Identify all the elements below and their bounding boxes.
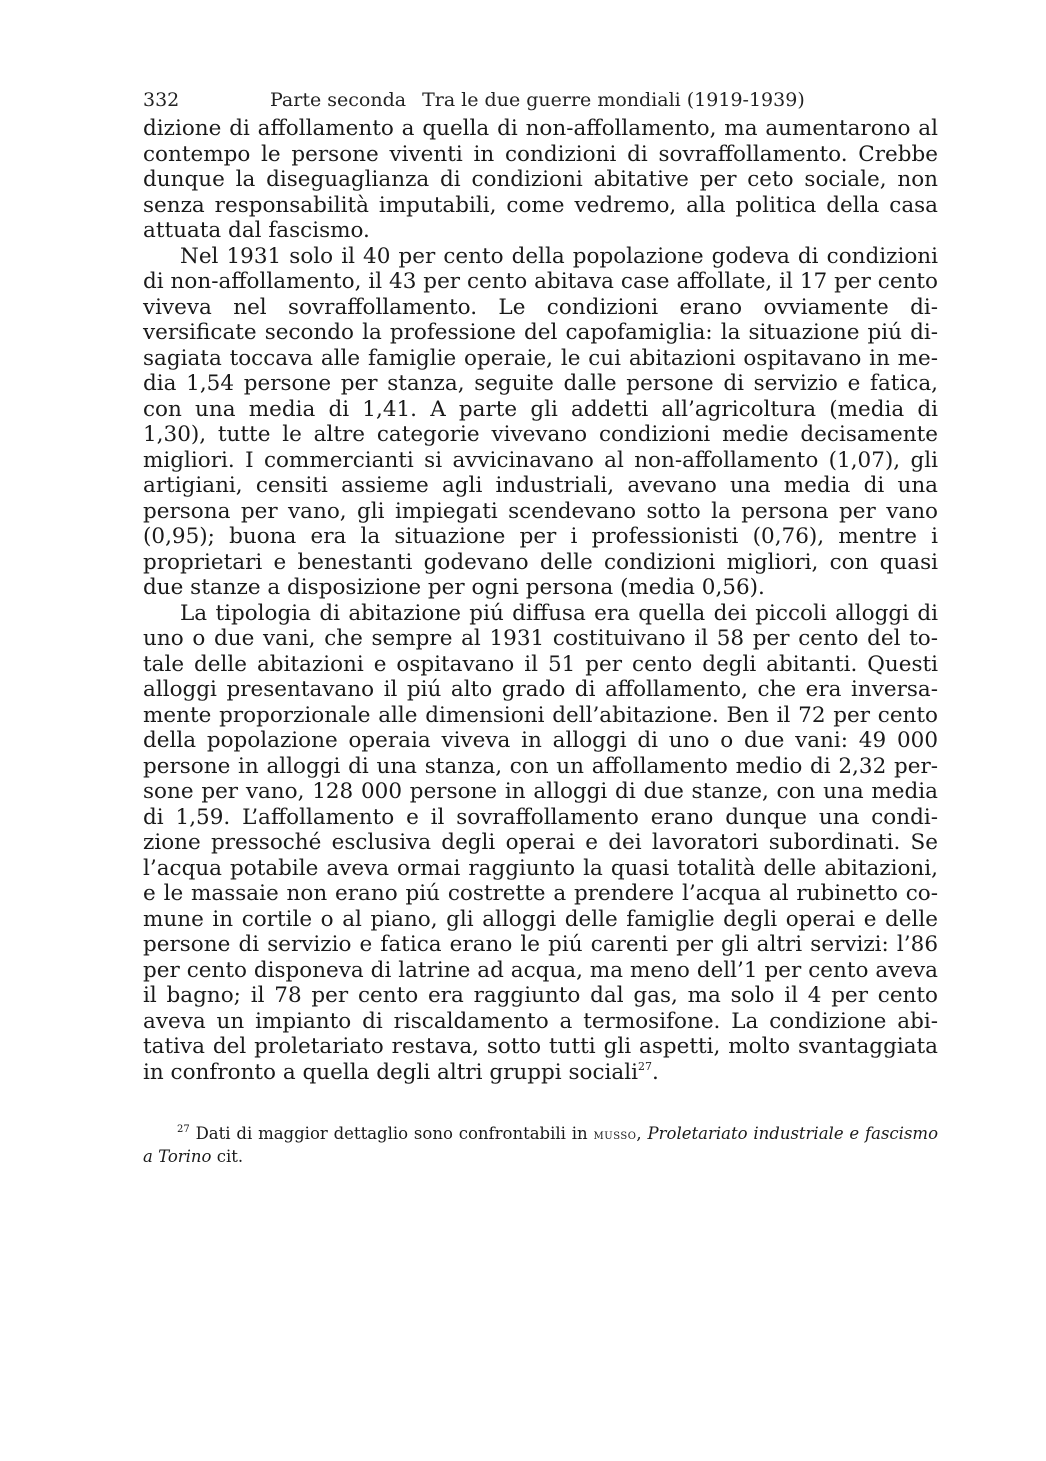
page-number: 332 bbox=[143, 89, 180, 111]
footnote-reference[interactable]: 27 bbox=[637, 1059, 652, 1073]
footnote-cit: cit. bbox=[216, 1147, 244, 1166]
footnote-text: Dati di maggior dettaglio sono confrontabili in bbox=[195, 1124, 588, 1143]
paragraph-3 bbox=[143, 601, 938, 1086]
part-title: Parte seconda bbox=[270, 89, 407, 111]
paragraph-3-text: La tipologia di abitazione piú diffusa era quella dei piccoli alloggi di uno o due vani, che sempre al 1931 costituivano il 58 per cento del totale delle abitazioni e ospitavano il 51 per cento degli abitanti. Questi alloggi presentavano il piú alto grado di affollamento, che era inversamente proporzionale alle dimensioni dell’abitazione. Ben il 72 per cento della popolazione operaia viveva in alloggi di uno o due vani: 49 000 persone in alloggi di una stanza, con un affollamento medio di 2,32 persone per vano, 128 000 persone in alloggi di due stanze, con una media di 1,59. L’affollamento e il sovraffollamento erano dunque una condizione pressoché esclusiva degli operai e dei lavoratori subordinati. Se l’acqua potabile aveva ormai raggiunto la quasi totalità delle abitazioni, e le massaie non erano piú costrette a prendere l’acqua al rubinetto comune in cortile o al piano, gli alloggi delle famiglie degli operai e delle persone di servizio e fatica erano le piú carenti per gli altri servizi: l’86 per cento disponeva di latrine ad acqua, ma meno dell’1 per cento aveva il bagno; il 78 per cento era raggiunto dal gas, ma solo il 4 per cento aveva un impianto di riscaldamento a termosifone. La condizione abitativa del proletariato restava, sotto tutti gli aspetti, molto svantaggiata in confronto a quella degli altri gruppi sociali bbox=[143, 600, 938, 1085]
footnote: $^{27}$ Dati di maggior dettaglio sono confrontabili in musso, Proletariato industriale e fascismo a Torino cit. bbox=[143, 1124, 938, 1166]
paragraph-2: Nel 1931 solo il 40 per cento della popolazione godeva di condizioni di non-affollamento, il 43 per cento abitava case affollate, il 17 per cento viveva nel sovraffollamento. Le condizioni erano ovviamente diversificate secondo la professione del capofamiglia: la situazione piú disagiata toccava alle famiglie operaie, le cui abitazioni ospitavano in media 1,54 persone per stanza, seguite dalle persone di servizio e fatica, con una media di 1,41. A parte gli addetti all’agricoltura (media di 1,30), tutte le altre categorie vivevano condizioni medie decisamente migliori. I commercianti si avvicinavano al non-affollamento (1,07), gli artigiani, censiti assieme agli industriali, avevano una media di una persona per vano, gli impiegati scendevano sotto la persona per vano (0,95); buona era la situazione per i professionisti (0,76), mentre i proprietari e benestanti godevano delle condizioni migliori, con quasi due stanze a disposizione per ogni persona (media 0,56). bbox=[143, 243, 938, 600]
chapter-title: Tra le due guerre mondiali (1919-1939) bbox=[422, 89, 805, 111]
footnote-title-1: Proletariato industriale e fascismo a bbox=[143, 1124, 938, 1166]
book-page bbox=[143, 84, 938, 1167]
footnote-title-2: Torino bbox=[158, 1147, 212, 1166]
running-head bbox=[143, 84, 938, 116]
footnote-author: musso bbox=[593, 1127, 637, 1143]
paragraph-1: dizione di affollamento a quella di non-affollamento, ma aumentarono al contempo le persone viventi in condizioni di sovraffollamento. Crebbe dunque la diseguaglianza di condizioni abitative per ceto sociale, non senza responsabilità imputabili, come vedremo, alla politica della casa attuata dal fascismo. bbox=[143, 116, 938, 243]
paragraph-3-end: . bbox=[651, 1059, 659, 1085]
body-text bbox=[143, 116, 938, 1085]
footnote-number: 27 bbox=[177, 1124, 190, 1135]
